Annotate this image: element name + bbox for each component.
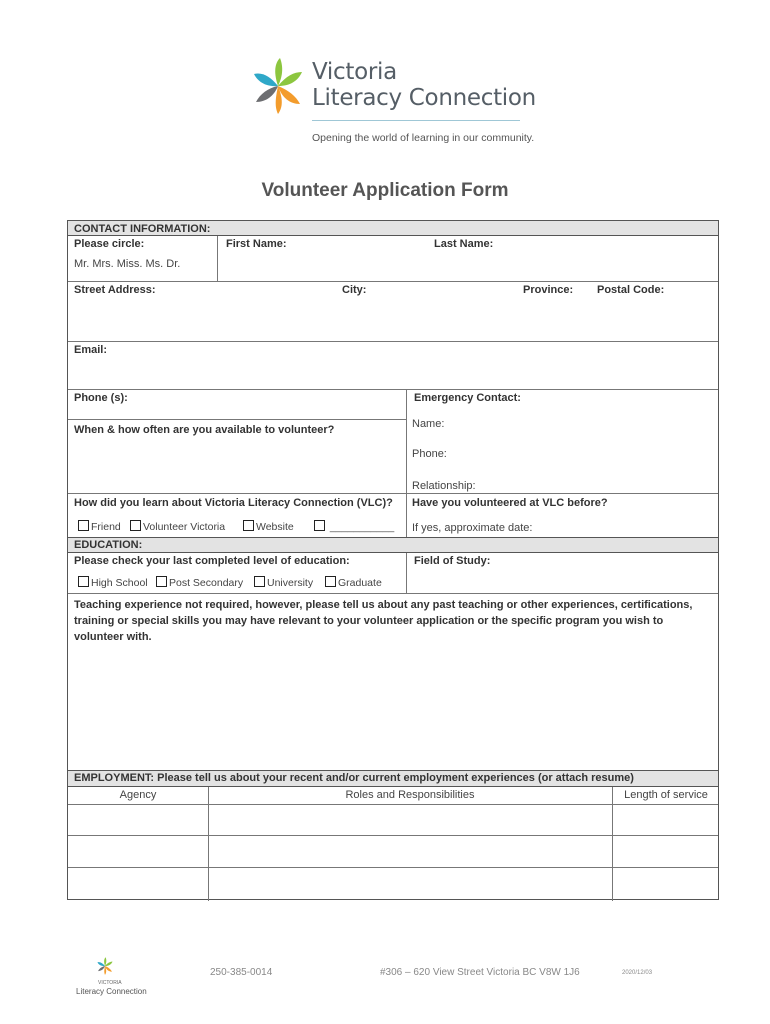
if-yes-date-label: If yes, approximate date: xyxy=(412,522,533,534)
checkbox[interactable] xyxy=(78,520,89,531)
emergency-contact-label: Emergency Contact: xyxy=(414,392,521,404)
checkbox[interactable] xyxy=(156,576,167,587)
contact-header: CONTACT INFORMATION: xyxy=(74,223,211,235)
ec-name-label: Name: xyxy=(412,418,445,430)
col-roles: Roles and Responsibilities xyxy=(345,789,475,801)
checkbox[interactable] xyxy=(314,520,325,531)
footer-logo-line2: Literacy Connection xyxy=(76,987,147,996)
employment-header: EMPLOYMENT: Please tell us about your recent and/or current employment experiences (or attach resume) xyxy=(74,772,634,784)
footer-address: #306 – 620 View Street Victoria BC V8W 1J6 xyxy=(380,967,580,978)
edu-option-graduate[interactable]: Graduate xyxy=(325,576,382,589)
teaching-experience-text: Teaching experience not required, however, please tell us about any past teaching or other experiences, certifications, training or special skills you may have relevant to your volunteer application or the specific program you wish to volunteer with. xyxy=(74,599,693,643)
divider xyxy=(68,835,718,836)
field-of-study-label: Field of Study: xyxy=(414,555,491,567)
divider xyxy=(68,341,718,342)
education-question: Please check your last completed level of education: xyxy=(74,555,350,567)
volunteered-before-label: Have you volunteered at VLC before? xyxy=(412,497,608,509)
salutation-options[interactable]: Mr. Mrs. Miss. Ms. Dr. xyxy=(74,258,181,270)
postal-code-label: Postal Code: xyxy=(597,284,665,296)
logo-leaves-icon xyxy=(248,54,308,124)
divider xyxy=(68,867,718,868)
tagline: Opening the world of learning in our community. xyxy=(312,132,535,144)
education-section-bar xyxy=(68,537,718,553)
learn-option-friend[interactable]: Friend xyxy=(78,520,121,533)
ec-relationship-label: Relationship: xyxy=(412,480,476,492)
page-title: Volunteer Application Form xyxy=(261,180,509,201)
footer-date: 2020/12/03 xyxy=(622,970,653,976)
checkbox[interactable] xyxy=(254,576,265,587)
learn-option-website[interactable]: Website xyxy=(243,520,294,533)
edu-option-high-school[interactable]: High School xyxy=(78,576,148,589)
province-label: Province: xyxy=(523,284,574,296)
col-agency: Agency xyxy=(119,789,157,801)
street-address-label: Street Address: xyxy=(74,284,156,296)
last-name-label: Last Name: xyxy=(434,238,494,250)
edu-option-post-secondary[interactable]: Post Secondary xyxy=(156,576,243,589)
checkbox[interactable] xyxy=(243,520,254,531)
footer-logo-leaves-icon xyxy=(94,956,116,978)
learn-about-label: How did you learn about Victoria Literacy Connection (VLC)? xyxy=(74,497,393,509)
logo-divider xyxy=(312,120,520,121)
divider xyxy=(217,236,218,281)
availability-label: When & how often are you available to volunteer? xyxy=(74,424,335,436)
learn-option-volunteer-victoria[interactable]: Volunteer Victoria xyxy=(130,520,225,533)
application-form xyxy=(67,220,719,900)
divider xyxy=(68,493,718,494)
divider xyxy=(68,593,718,594)
email-label: Email: xyxy=(74,344,108,356)
divider xyxy=(68,419,406,420)
checkbox[interactable] xyxy=(78,576,89,587)
col-length: Length of service xyxy=(624,789,708,801)
footer-logo-line1: VICTORIA xyxy=(98,980,122,986)
learn-option-other[interactable]: ___________ xyxy=(314,520,394,533)
divider xyxy=(68,804,718,805)
edu-option-university[interactable]: University xyxy=(254,576,313,589)
ec-phone-label: Phone: xyxy=(412,448,447,460)
footer-phone: 250-385-0014 xyxy=(210,967,273,978)
education-header: EDUCATION: xyxy=(74,539,143,551)
checkbox[interactable] xyxy=(325,576,336,587)
logo-wordmark: Victoria Literacy Connection xyxy=(312,59,536,111)
please-circle-label: Please circle: xyxy=(74,238,145,250)
phone-label: Phone (s): xyxy=(74,392,128,404)
divider xyxy=(406,389,407,537)
divider xyxy=(406,553,407,593)
divider xyxy=(68,389,718,390)
first-name-label: First Name: xyxy=(226,238,287,250)
divider xyxy=(68,281,718,282)
footer-logo xyxy=(76,956,146,1000)
checkbox[interactable] xyxy=(130,520,141,531)
city-label: City: xyxy=(342,284,367,296)
